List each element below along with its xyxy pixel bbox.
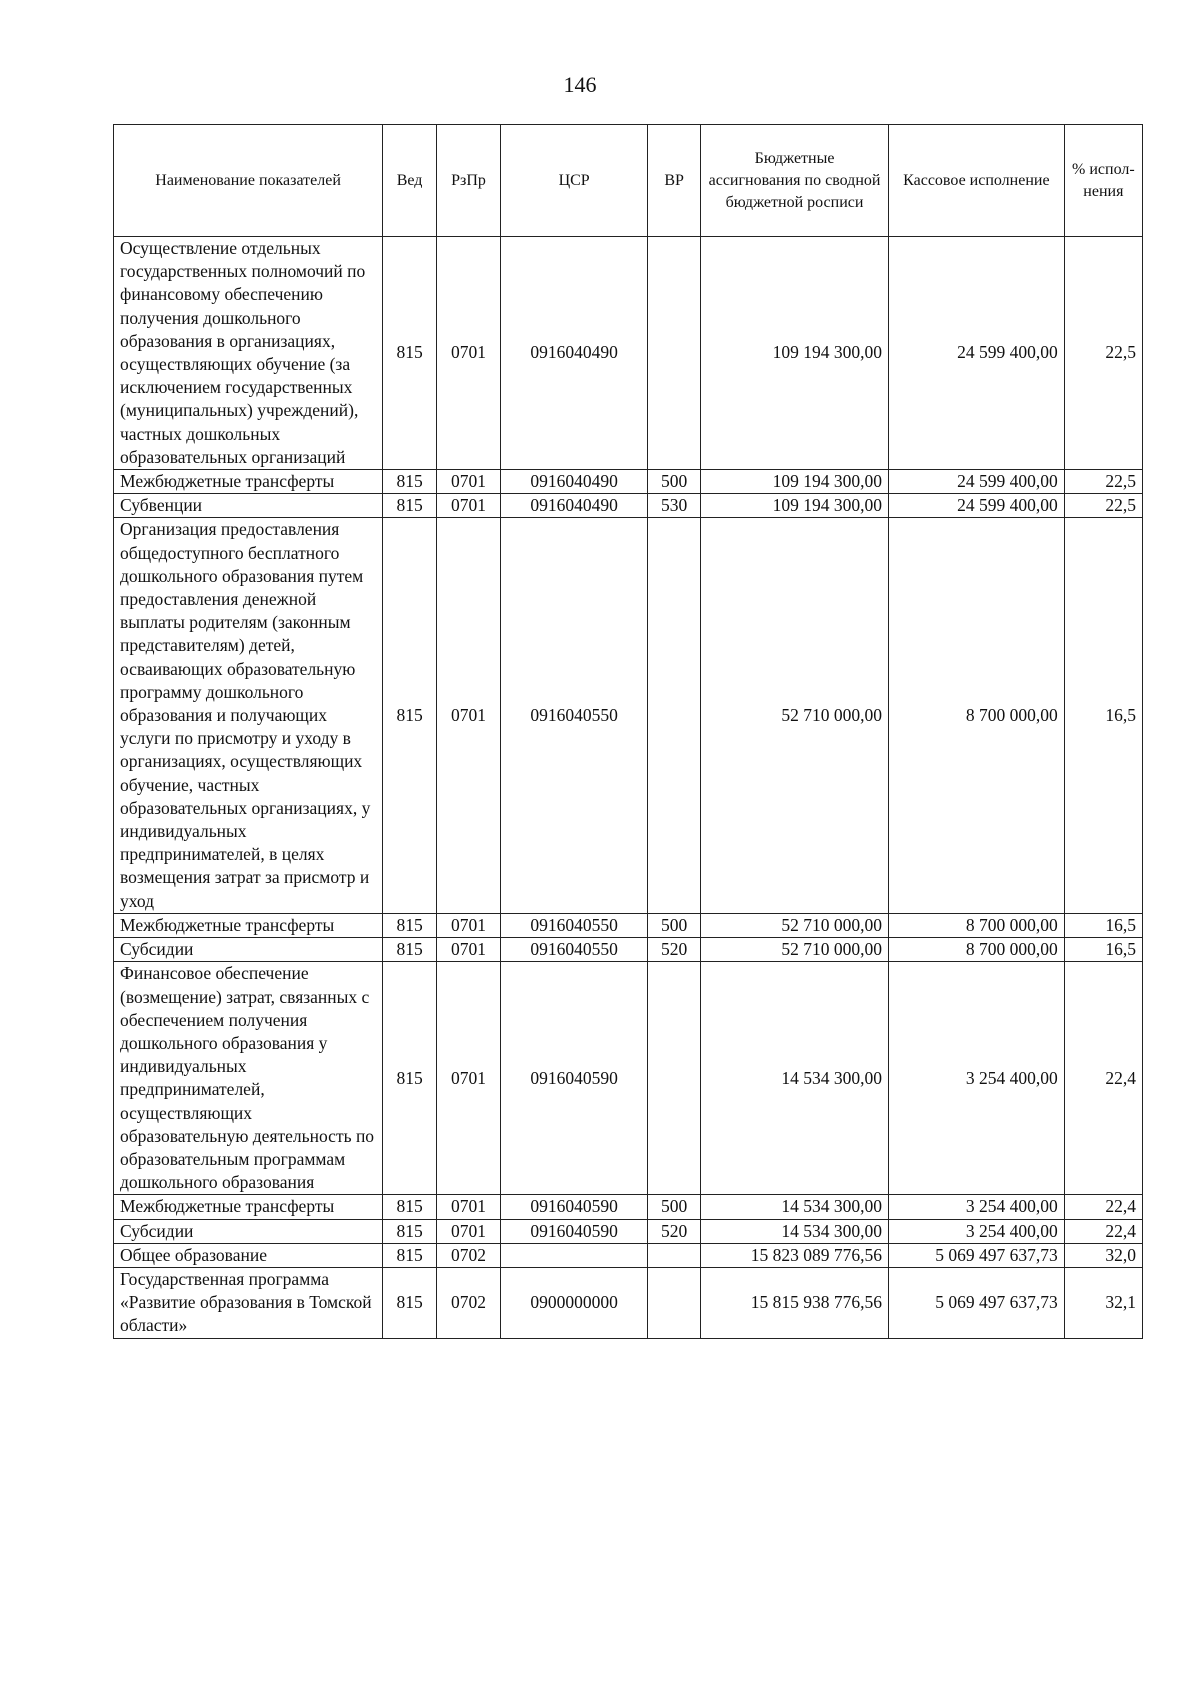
row-ved: 815 [383,470,437,494]
row-percent: 32,1 [1064,1267,1142,1338]
table-row [114,1195,1143,1219]
row-cash: 5 069 497 637,73 [889,1243,1065,1267]
row-vr: 500 [648,913,701,937]
row-budget: 15 815 938 776,56 [701,1267,889,1338]
row-csr: 0916040590 [500,1219,647,1243]
row-budget: 52 710 000,00 [701,938,889,962]
row-csr: 0916040490 [500,494,647,518]
row-name: Межбюджетные трансферты [114,470,383,494]
page-number: 146 [563,72,597,97]
table-row [114,237,1143,470]
row-ved: 815 [383,237,437,470]
row-vr: 520 [648,938,701,962]
row-budget: 15 823 089 776,56 [701,1243,889,1267]
row-csr: 0900000000 [500,1267,647,1338]
table-row [114,938,1143,962]
header-vr: ВР [648,125,701,237]
row-rzpr: 0701 [437,913,501,937]
row-name: Субвенции [114,494,383,518]
row-cash: 3 254 400,00 [889,1195,1065,1219]
row-name: Организация предоставления общедоступного бесплатного дошкольного образования путем предоставления денежной выплаты родителям (законным представителям) детей, осваивающих образовательную программу дошкольного образования и получающих услуги по присмотру и уходу в организациях, осуществляющих обучение, частных образовательных организациях, у индивидуальных предпринимателей, в целях возмещения затрат за присмотр и уход [114,518,383,913]
row-name: Субсидии [114,1219,383,1243]
row-rzpr: 0701 [437,962,501,1195]
table-row [114,1219,1143,1243]
row-name: Межбюджетные трансферты [114,913,383,937]
table-row [114,494,1143,518]
header-budget: Бюджетные ассигнования по сводной бюджетной росписи [701,125,889,237]
row-ved: 815 [383,1243,437,1267]
header-cash: Кассовое исполнение [889,125,1065,237]
row-vr [648,1243,701,1267]
table-row [114,1243,1143,1267]
table-row [114,962,1143,1195]
row-csr: 0916040490 [500,470,647,494]
header-name: Наименование показателей [114,125,383,237]
row-cash: 3 254 400,00 [889,1219,1065,1243]
row-ved: 815 [383,494,437,518]
row-csr: 0916040550 [500,518,647,913]
table-row [114,470,1143,494]
table-header [114,125,1143,237]
row-name: Межбюджетные трансферты [114,1195,383,1219]
row-rzpr: 0701 [437,1219,501,1243]
row-vr: 500 [648,1195,701,1219]
row-budget: 52 710 000,00 [701,913,889,937]
row-cash: 5 069 497 637,73 [889,1267,1065,1338]
row-vr [648,518,701,913]
header-percent: % испол-нения [1064,125,1142,237]
row-cash: 24 599 400,00 [889,494,1065,518]
row-name: Государственная программа «Развитие образования в Томской области» [114,1267,383,1338]
row-percent: 22,4 [1064,962,1142,1195]
header-row [114,125,1143,237]
row-cash: 8 700 000,00 [889,913,1065,937]
header-ved: Вед [383,125,437,237]
row-percent: 16,5 [1064,518,1142,913]
row-ved: 815 [383,938,437,962]
row-rzpr: 0701 [437,494,501,518]
header-rzpr: РзПр [437,125,501,237]
row-name: Финансовое обеспечение (возмещение) затрат, связанных с обеспечением получения дошкольного образования у индивидуальных предпринимателей, осуществляющих образовательную деятельность по образовательным программам дошкольного образования [114,962,383,1195]
row-name: Общее образование [114,1243,383,1267]
row-name: Субсидии [114,938,383,962]
row-percent: 16,5 [1064,938,1142,962]
row-ved: 815 [383,1267,437,1338]
row-vr: 520 [648,1219,701,1243]
row-ved: 815 [383,913,437,937]
row-rzpr: 0701 [437,518,501,913]
row-percent: 22,5 [1064,237,1142,470]
row-csr: 0916040590 [500,1195,647,1219]
row-ved: 815 [383,962,437,1195]
row-csr: 0916040590 [500,962,647,1195]
row-percent: 22,5 [1064,494,1142,518]
row-csr: 0916040550 [500,913,647,937]
row-vr: 500 [648,470,701,494]
table-body [114,237,1143,1339]
table-row [114,518,1143,913]
header-csr: ЦСР [500,125,647,237]
row-ved: 815 [383,1195,437,1219]
row-rzpr: 0702 [437,1243,501,1267]
row-percent: 22,4 [1064,1195,1142,1219]
row-budget: 14 534 300,00 [701,1219,889,1243]
row-budget: 109 194 300,00 [701,470,889,494]
row-percent: 32,0 [1064,1243,1142,1267]
row-cash: 8 700 000,00 [889,938,1065,962]
row-cash: 24 599 400,00 [889,237,1065,470]
row-rzpr: 0701 [437,1195,501,1219]
row-budget: 52 710 000,00 [701,518,889,913]
row-csr: 0916040550 [500,938,647,962]
row-vr: 530 [648,494,701,518]
row-percent: 16,5 [1064,913,1142,937]
row-vr [648,237,701,470]
row-budget: 109 194 300,00 [701,237,889,470]
row-budget: 14 534 300,00 [701,962,889,1195]
table-row [114,913,1143,937]
row-rzpr: 0702 [437,1267,501,1338]
row-budget: 14 534 300,00 [701,1195,889,1219]
row-vr [648,1267,701,1338]
row-csr: 0916040490 [500,237,647,470]
row-budget: 109 194 300,00 [701,494,889,518]
budget-execution-table [113,124,1143,1339]
row-rzpr: 0701 [437,470,501,494]
row-rzpr: 0701 [437,938,501,962]
row-ved: 815 [383,518,437,913]
row-name: Осуществление отдельных государственных полномочий по финансовому обеспечению получения дошкольного образования в организациях, осуществляющих обучение (за исключением государственных (муниципальных) учреждений), частных дошкольных образовательных организаций [114,237,383,470]
row-percent: 22,4 [1064,1219,1142,1243]
row-percent: 22,5 [1064,470,1142,494]
row-ved: 815 [383,1219,437,1243]
row-cash: 3 254 400,00 [889,962,1065,1195]
row-cash: 8 700 000,00 [889,518,1065,913]
row-rzpr: 0701 [437,237,501,470]
table-row [114,1267,1143,1338]
row-cash: 24 599 400,00 [889,470,1065,494]
row-vr [648,962,701,1195]
row-csr [500,1243,647,1267]
